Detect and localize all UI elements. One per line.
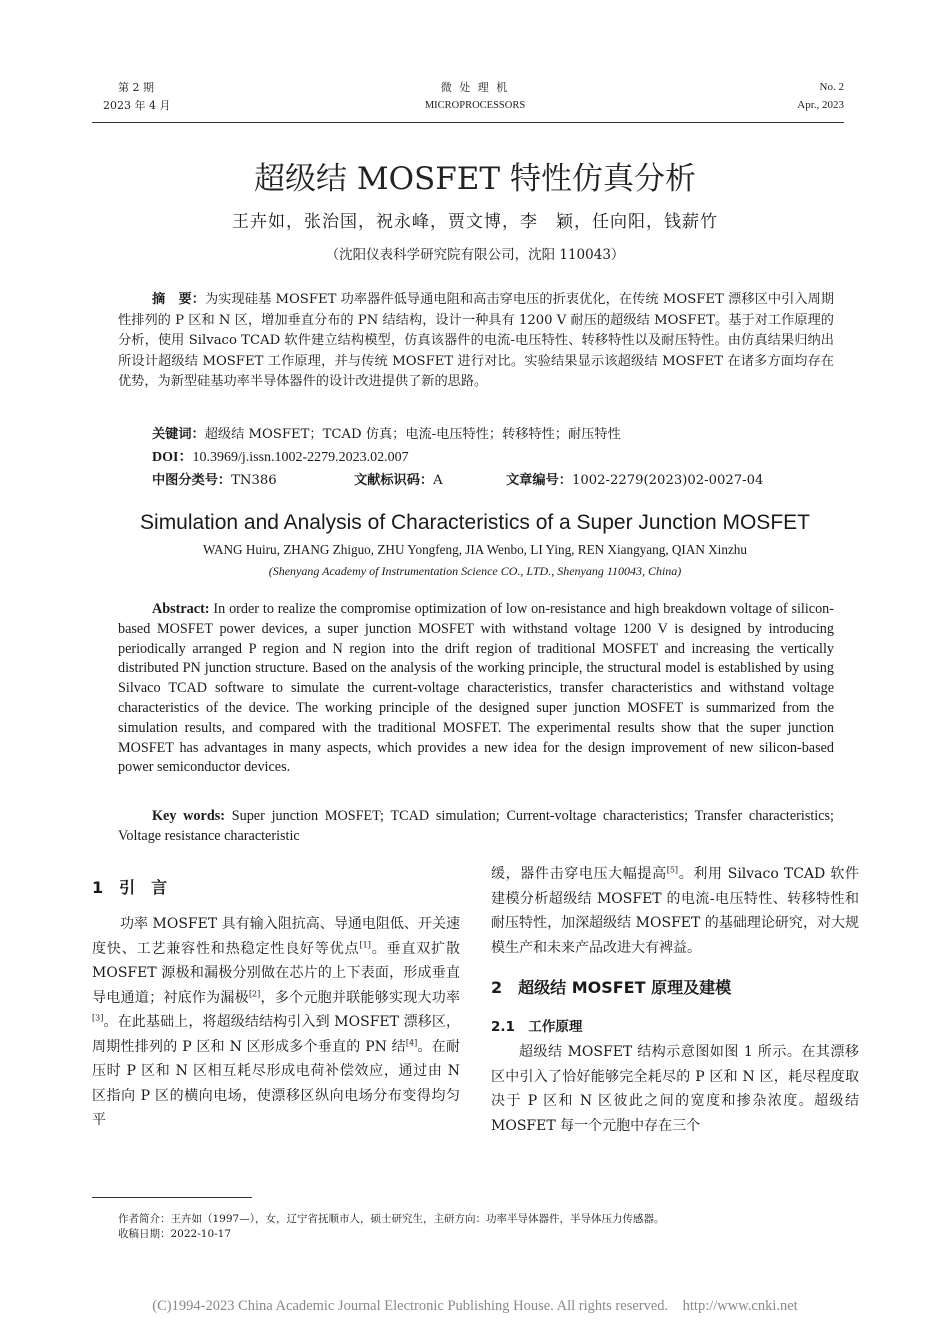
citation-5[interactable]: [5] — [666, 865, 679, 875]
header-date-en: Apr., 2023 — [797, 99, 844, 111]
paragraph-text: 功率 MOSFET 具有输入阻抗高、导通电阻低、开关速度快、工艺兼容性和热稳定性良好等优点 — [92, 916, 460, 957]
abstract-en — [118, 600, 834, 778]
citation-1[interactable]: [1] — [359, 939, 371, 949]
received-date: 收稿日期：2022-10-17 — [118, 1228, 232, 1240]
section-1-paragraph-continued — [491, 862, 859, 960]
citation-2[interactable]: [2] — [248, 988, 261, 998]
doi-link[interactable]: 10.3969/j.issn.1002-2279.2023.02.007 — [192, 450, 409, 465]
citation-3[interactable]: [3] — [92, 1013, 104, 1023]
header-date: 2023 年 4 月 — [103, 99, 171, 112]
article-no-line — [506, 471, 763, 491]
section-2-heading: 2 超级结 MOSFET 原理及建模 — [491, 978, 732, 997]
paragraph-text: 。在此基础上，将超级结结构引入到 MOSFET 漂移区，周期性排列的 P 区和 N 区形成多个垂直的 PN 结 — [92, 1014, 460, 1055]
affiliation: （沈阳仪表科学研究院有限公司，沈阳 110043） — [325, 247, 625, 263]
english-affiliation: (Shenyang Academy of Instrumentation Science CO., LTD., Shenyang 110043, China) — [268, 564, 682, 578]
paragraph-text: ，多个元胞并联能够实现大功率 — [260, 989, 461, 1006]
english-authors: WANG Huiru, ZHANG Zhiguo, ZHU Yongfeng, JIA Wenbo, LI Ying, REN Xiangyang, QIAN Xinzhu — [203, 542, 747, 557]
keywords-cn-label: 关键词： — [152, 427, 205, 442]
journal-name-cn: 微 处 理 机 — [440, 81, 510, 94]
header-rule — [92, 122, 844, 123]
author-bio: 作者简介：王卉如（1997—），女，辽宁省抚顺市人，硕士研究生，主研方向：功率半导体器件，半导体压力传感器。 — [118, 1213, 665, 1225]
paragraph-text: 缓，器件击穿电压大幅提高 — [491, 866, 667, 882]
keywords-cn-text: 超级结 MOSFET；TCAD 仿真；电流-电压特性；转移特性；耐压特性 — [204, 427, 621, 442]
paragraph-text: 。利用 Silvaco TCAD 软件建模分析超级结 MOSFET 的电流-电压特性、转移特性和耐压特性，加深超级结 MOSFET 的基础理论研究，对大规模生产和未来产品改进大有裨益。 — [491, 866, 860, 956]
header-issue-en: No. 2 — [819, 81, 844, 93]
abstract-cn-label: 摘 要： — [152, 292, 205, 307]
clc-label: 中图分类号： — [152, 473, 232, 488]
english-title: Simulation and Analysis of Characteristics of a Super Junction MOSFET — [140, 511, 810, 534]
keywords-en-label: Key words: — [152, 808, 225, 824]
clc-line — [152, 471, 277, 491]
citation-4[interactable]: [4] — [405, 1037, 418, 1047]
doc-code-value: A — [433, 473, 443, 488]
abstract-en-label: Abstract: — [152, 601, 210, 617]
article-no-label: 文章编号： — [506, 473, 572, 488]
doc-code-line — [354, 471, 443, 491]
footnote-rule — [92, 1197, 252, 1198]
journal-name-en: MICROPROCESSORS — [424, 100, 526, 111]
keywords-en-text: Super junction MOSFET; TCAD simulation; Current-voltage characteristics; Transfer characteristics; Voltage resistance characteristic — [118, 808, 835, 844]
doi-line — [152, 448, 409, 468]
author-list: 王卉如，张治国，祝永峰，贾文博，李 颖，任向阳，钱薪竹 — [232, 212, 718, 232]
keywords-cn — [152, 425, 621, 445]
keywords-en — [118, 806, 834, 846]
paragraph-text: 。在耐压时 P 区和 N 区相互耗尽形成电荷补偿效应，通过由 N 区指向 P 区的横向电场，使漂移区纵向电场分布变得均匀平 — [92, 1038, 460, 1128]
header-issue: 第 2 期 — [118, 81, 154, 94]
section-2-1-heading: 2.1 工作原理 — [491, 1019, 583, 1035]
abstract-cn-text: 为实现硅基 MOSFET 功率器件低导通电阻和高击穿电压的折衷优化，在传统 MOSFET 漂移区中引入周期性排列的 P 区和 N 区，增加垂直分布的 PN 结结构，设计一种具有 1200 V 耐压的超级结 MOSFET。基于对工作原理的分析，使用 Silvaco TCAD 软件建立结构模型，仿真该器件的电流-电压特性、转移特性以及耐压特性。由仿真结果归纳出所设计超级结 MOSFET 工作原理，并与传统 MOSFET 进行对比。实验结果显示该超级结 MOSFET 在诸多方面均存在优势，为新型硅基功率半导体器件的设计改进提供了新的思路。 — [118, 292, 835, 389]
section-2-1-paragraph: 超级结 MOSFET 结构示意图如图 1 所示。在其漂移区中引入了恰好能够完全耗尽的 P 区和 N 区，耗尽程度取决于 P 区和 N 区彼此之间的宽度和掺杂浓度。超级结 MOSFET 每一个元胞中存在三个 — [491, 1044, 859, 1134]
paragraph-text: 。垂直双扩散 MOSFET 源极和漏极分别做在芯片的上下表面，形成垂直导电通道；衬底作为漏极 — [92, 940, 461, 1006]
clc-value: TN386 — [231, 473, 277, 488]
doc-code-label: 文献标识码： — [354, 473, 434, 488]
article-no-value: 1002-2279(2023)02-0027-04 — [571, 473, 764, 488]
section-1-paragraph — [92, 912, 460, 1133]
abstract-cn — [118, 290, 834, 393]
doi-label: DOI： — [152, 450, 193, 465]
copyright-line: (C)1994-2023 China Academic Journal Electronic Publishing House. All rights reserved. http://www.cnki.net — [152, 1298, 798, 1314]
section-1-heading: 1 引 言 — [92, 878, 168, 897]
abstract-en-text: In order to realize the compromise optimization of low on-resistance and high breakdown voltage of silicon-based MOSFET power devices, a super junction MOSFET with withstand voltage 1200 V is designed by introducing periodically arranged P region and N region into the drift region of traditional MOSFET and increasing the vertically distributed PN junction structure. Based on the analysis of the working principle, the structural model is established by using Silvaco TCAD software to simulate the current-voltage characteristics, transfer characteristics and withstand voltage characteristics of the device. The working principle of the designed super junction MOSFET is summarized from the simulation results, and compared with the traditional MOSFET. The experimental results show that the super junction MOSFET has advantages in many aspects, which provides a new idea for the design improvement of new silicon-based power semiconductor devices. — [118, 601, 834, 776]
paper-title: 超级结 MOSFET 特性仿真分析 — [254, 161, 696, 197]
